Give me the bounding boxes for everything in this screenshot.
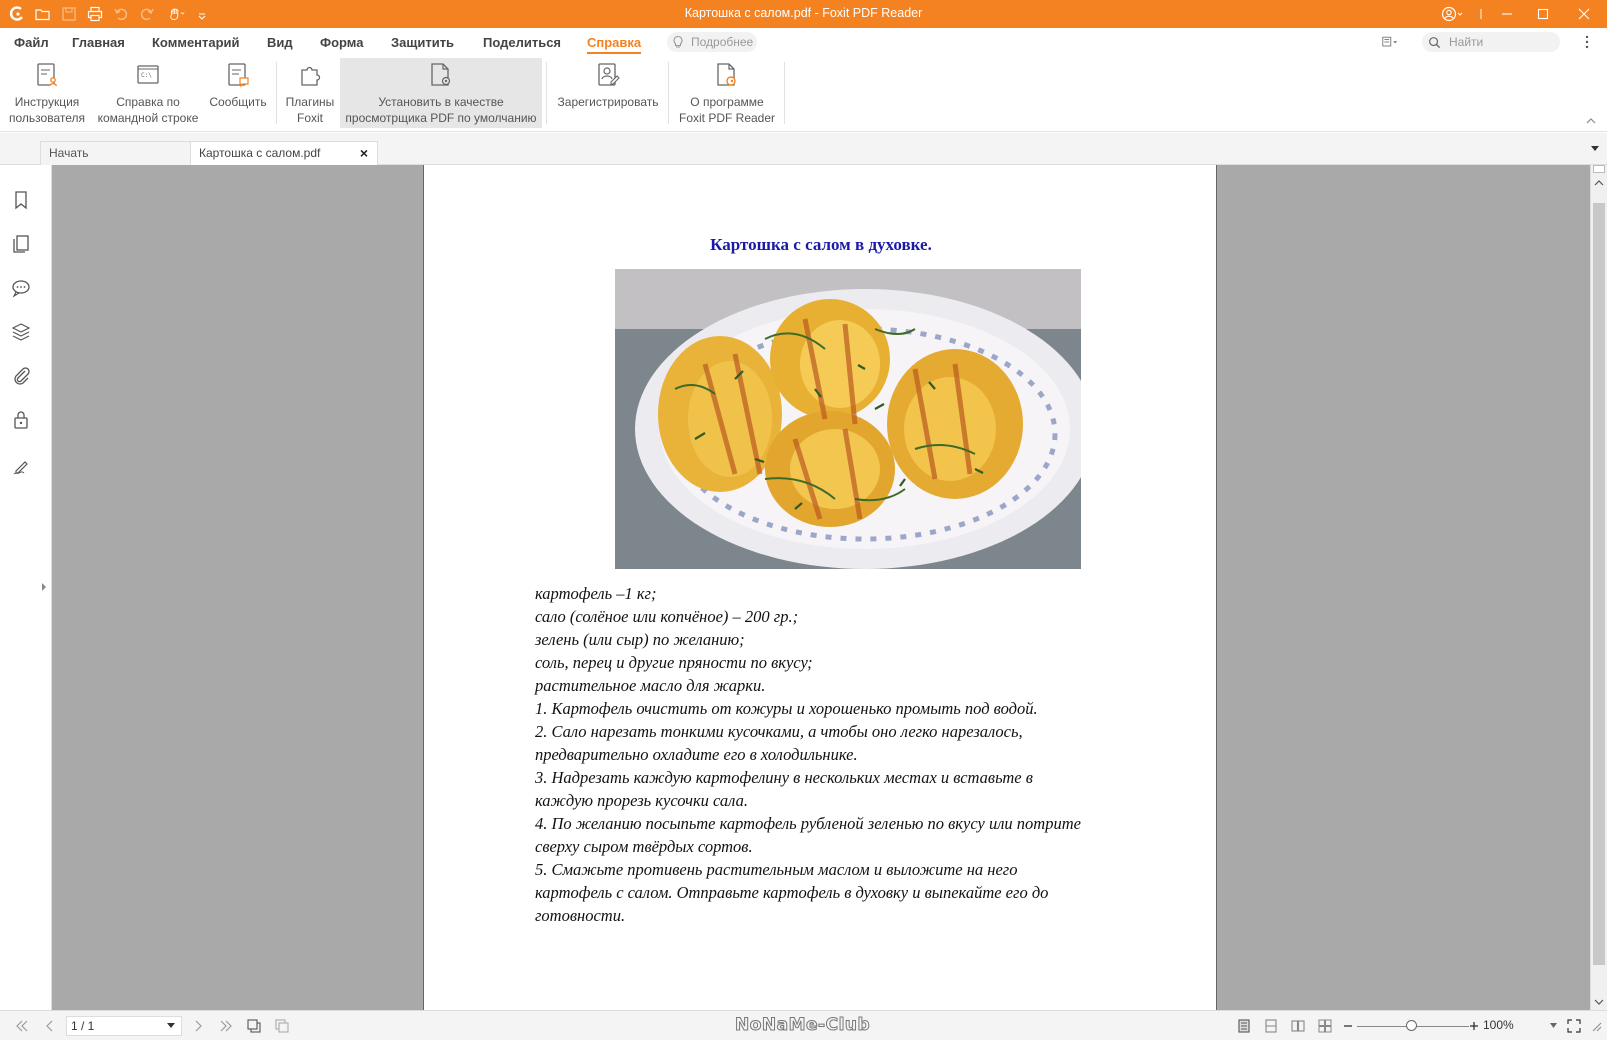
recipe-line: сверху сыром твёрдых сортов. [535, 837, 753, 856]
menu-bar [0, 28, 1607, 56]
set-default-viewer-label: Установить в качестве просмотрщика PDF по умолчанию [345, 95, 537, 125]
print-icon[interactable] [84, 4, 106, 24]
layers-icon[interactable] [10, 321, 32, 343]
set-default-viewer-button[interactable] [340, 58, 542, 128]
undo-icon[interactable] [110, 4, 132, 24]
zoom-in-icon[interactable] [1464, 1018, 1484, 1034]
continuous-facing-view-icon[interactable] [1315, 1018, 1335, 1034]
security-icon[interactable] [10, 409, 32, 431]
search-input[interactable] [1422, 32, 1560, 52]
single-page-view-icon[interactable] [1234, 1018, 1254, 1034]
register-label: Зарегистрировать [557, 95, 659, 109]
signature-icon[interactable] [10, 455, 32, 477]
status-bar [0, 1010, 1607, 1040]
minimize-icon[interactable] [1489, 0, 1525, 28]
menu-view[interactable]: Вид [267, 35, 293, 50]
watermark-text: NoNaMe-Club [735, 1015, 871, 1035]
document-tabs [0, 133, 1607, 165]
attachments-icon[interactable] [10, 365, 32, 387]
zoom-out-icon[interactable] [1338, 1018, 1358, 1034]
svg-text:C:\: C:\ [141, 72, 152, 79]
pdf-page [423, 165, 1217, 1010]
recipe-line: соль, перец и другие пряности по вкусу; [535, 653, 813, 672]
ribbon-separator [784, 62, 785, 124]
ribbon-separator [668, 62, 669, 124]
page-indicator: 1 / 1 [71, 1019, 95, 1033]
register-button[interactable] [552, 58, 664, 128]
comments-icon[interactable] [10, 277, 32, 299]
first-page-icon[interactable] [12, 1018, 32, 1034]
menu-form[interactable]: Форма [320, 35, 364, 50]
scroll-down-icon[interactable] [1591, 994, 1607, 1010]
zoom-slider-thumb[interactable] [1406, 1020, 1417, 1031]
resize-grip-icon[interactable] [1588, 1018, 1604, 1034]
close-window-icon[interactable] [1561, 0, 1607, 28]
command-line-icon [134, 60, 162, 90]
recipe-line: картофель с салом. Отправьте картофель в духовку и выпекайте его до [535, 883, 1049, 902]
search-icon [1428, 36, 1441, 49]
help-ribbon [0, 56, 1607, 132]
navigation-panel [0, 165, 52, 1010]
plugin-icon [296, 60, 324, 90]
recipe-text [535, 582, 1195, 927]
foxit-plugins-button[interactable] [280, 58, 340, 128]
register-icon [594, 60, 622, 90]
menu-file[interactable]: Файл [14, 35, 49, 50]
recipe-line: 2. Сало нарезать тонкими кусочками, а чтобы оно легко нарезалось, [535, 722, 1023, 741]
recipe-line: 3. Надрезать каждую картофелину в нескольких местах и вставьте в [535, 768, 1033, 787]
more-options-icon[interactable] [1577, 34, 1597, 50]
display-mode-icon[interactable] [1380, 34, 1400, 50]
set-default-icon [427, 60, 455, 90]
tab-start-label: Начать [49, 146, 89, 160]
tab-start[interactable] [40, 141, 192, 165]
facing-view-icon[interactable] [1288, 1018, 1308, 1034]
foxit-logo-icon[interactable] [6, 4, 28, 24]
user-manual-label: Инструкция пользователя [9, 95, 85, 125]
report-icon [224, 60, 252, 90]
next-view-icon[interactable] [272, 1018, 292, 1034]
redo-icon[interactable] [136, 4, 158, 24]
command-line-help-button[interactable] [92, 58, 204, 128]
collapse-ribbon-icon[interactable] [1585, 116, 1597, 126]
recipe-line: растительное масло для жарки. [535, 676, 766, 695]
save-icon[interactable] [58, 4, 80, 24]
recipe-line: сало (солёное или копчёное) – 200 гр.; [535, 607, 799, 626]
about-icon [713, 60, 741, 90]
report-button[interactable] [206, 58, 270, 128]
scroll-up-icon[interactable] [1591, 175, 1607, 191]
customize-toolbar-icon[interactable] [196, 4, 208, 24]
tabs-dropdown-icon[interactable] [1589, 143, 1601, 153]
recipe-line: 4. По желанию посыпьте картофель рубленой зеленью по вкусу или потрите [535, 814, 1081, 833]
user-manual-icon [33, 60, 61, 90]
title-bar [0, 0, 1607, 28]
scrollbar-split-handle[interactable] [1593, 165, 1605, 173]
ribbon-toggle-icon[interactable] [1473, 0, 1489, 28]
report-label: Сообщить [209, 95, 267, 109]
tab-document[interactable] [190, 141, 378, 165]
maximize-icon[interactable] [1525, 0, 1561, 28]
previous-page-icon[interactable] [40, 1018, 60, 1034]
next-page-icon[interactable] [188, 1018, 208, 1034]
fullscreen-icon[interactable] [1564, 1018, 1584, 1034]
account-icon[interactable] [1433, 0, 1473, 28]
foxit-plugins-label: Плагины Foxit [285, 95, 335, 125]
document-title: Картошка с салом в духовке. [710, 235, 932, 254]
page-dropdown-icon[interactable] [167, 1023, 175, 1029]
continuous-view-icon[interactable] [1261, 1018, 1281, 1034]
ribbon-separator [276, 62, 277, 124]
bookmark-icon[interactable] [10, 189, 32, 211]
tell-me-box[interactable] [667, 32, 757, 52]
quick-access-toolbar [6, 4, 208, 24]
last-page-icon[interactable] [216, 1018, 236, 1034]
tab-document-label: Картошка с салом.pdf [199, 146, 321, 160]
zoom-dropdown-icon[interactable] [1550, 1023, 1557, 1029]
tell-me-placeholder: Подробнее [691, 35, 754, 49]
recipe-photo [615, 269, 1081, 569]
pages-icon[interactable] [10, 233, 32, 255]
scrollbar-thumb[interactable] [1593, 203, 1605, 965]
window-title: Картошка с салом.pdf - Foxit PDF Reader [684, 6, 923, 20]
recipe-line: готовности. [535, 906, 626, 925]
recipe-line: зелень (или сыр) по желанию; [535, 630, 745, 649]
recipe-line: каждую прорезь кусочки сала. [535, 791, 748, 810]
menu-share[interactable]: Поделиться [483, 35, 562, 50]
expand-panel-icon[interactable] [40, 581, 48, 593]
page-number-input[interactable] [66, 1016, 182, 1036]
search-placeholder: Найти [1449, 35, 1484, 49]
menu-protect[interactable]: Защитить [391, 35, 455, 50]
about-button[interactable] [672, 58, 782, 128]
command-line-help-label: Справка по командной строке [97, 95, 199, 125]
document-viewport[interactable] [52, 165, 1590, 1010]
user-manual-button[interactable] [4, 58, 90, 128]
lightbulb-icon [671, 35, 685, 49]
previous-view-icon[interactable] [244, 1018, 264, 1034]
recipe-line: 1. Картофель очистить от кожуры и хорошенько промыть под водой. [535, 699, 1038, 718]
menu-comment[interactable]: Комментарий [152, 35, 240, 50]
window-controls [1433, 0, 1607, 28]
open-folder-icon[interactable] [32, 4, 54, 24]
ribbon-separator [546, 62, 547, 124]
zoom-level[interactable]: 100% [1483, 1018, 1514, 1032]
hand-tool-icon[interactable] [162, 4, 192, 24]
menu-help[interactable]: Справка [587, 35, 641, 54]
recipe-line: картофель –1 кг; [535, 584, 657, 603]
about-label: О программе Foxit PDF Reader [678, 95, 776, 125]
close-tab-icon[interactable]: × [359, 145, 369, 161]
recipe-line: 5. Смажьте противень растительным маслом и выложите на него [535, 860, 1018, 879]
menu-home[interactable]: Главная [72, 35, 125, 50]
vertical-scrollbar[interactable] [1590, 165, 1607, 1010]
recipe-line: предварительно охладите его в холодильнике. [535, 745, 858, 764]
